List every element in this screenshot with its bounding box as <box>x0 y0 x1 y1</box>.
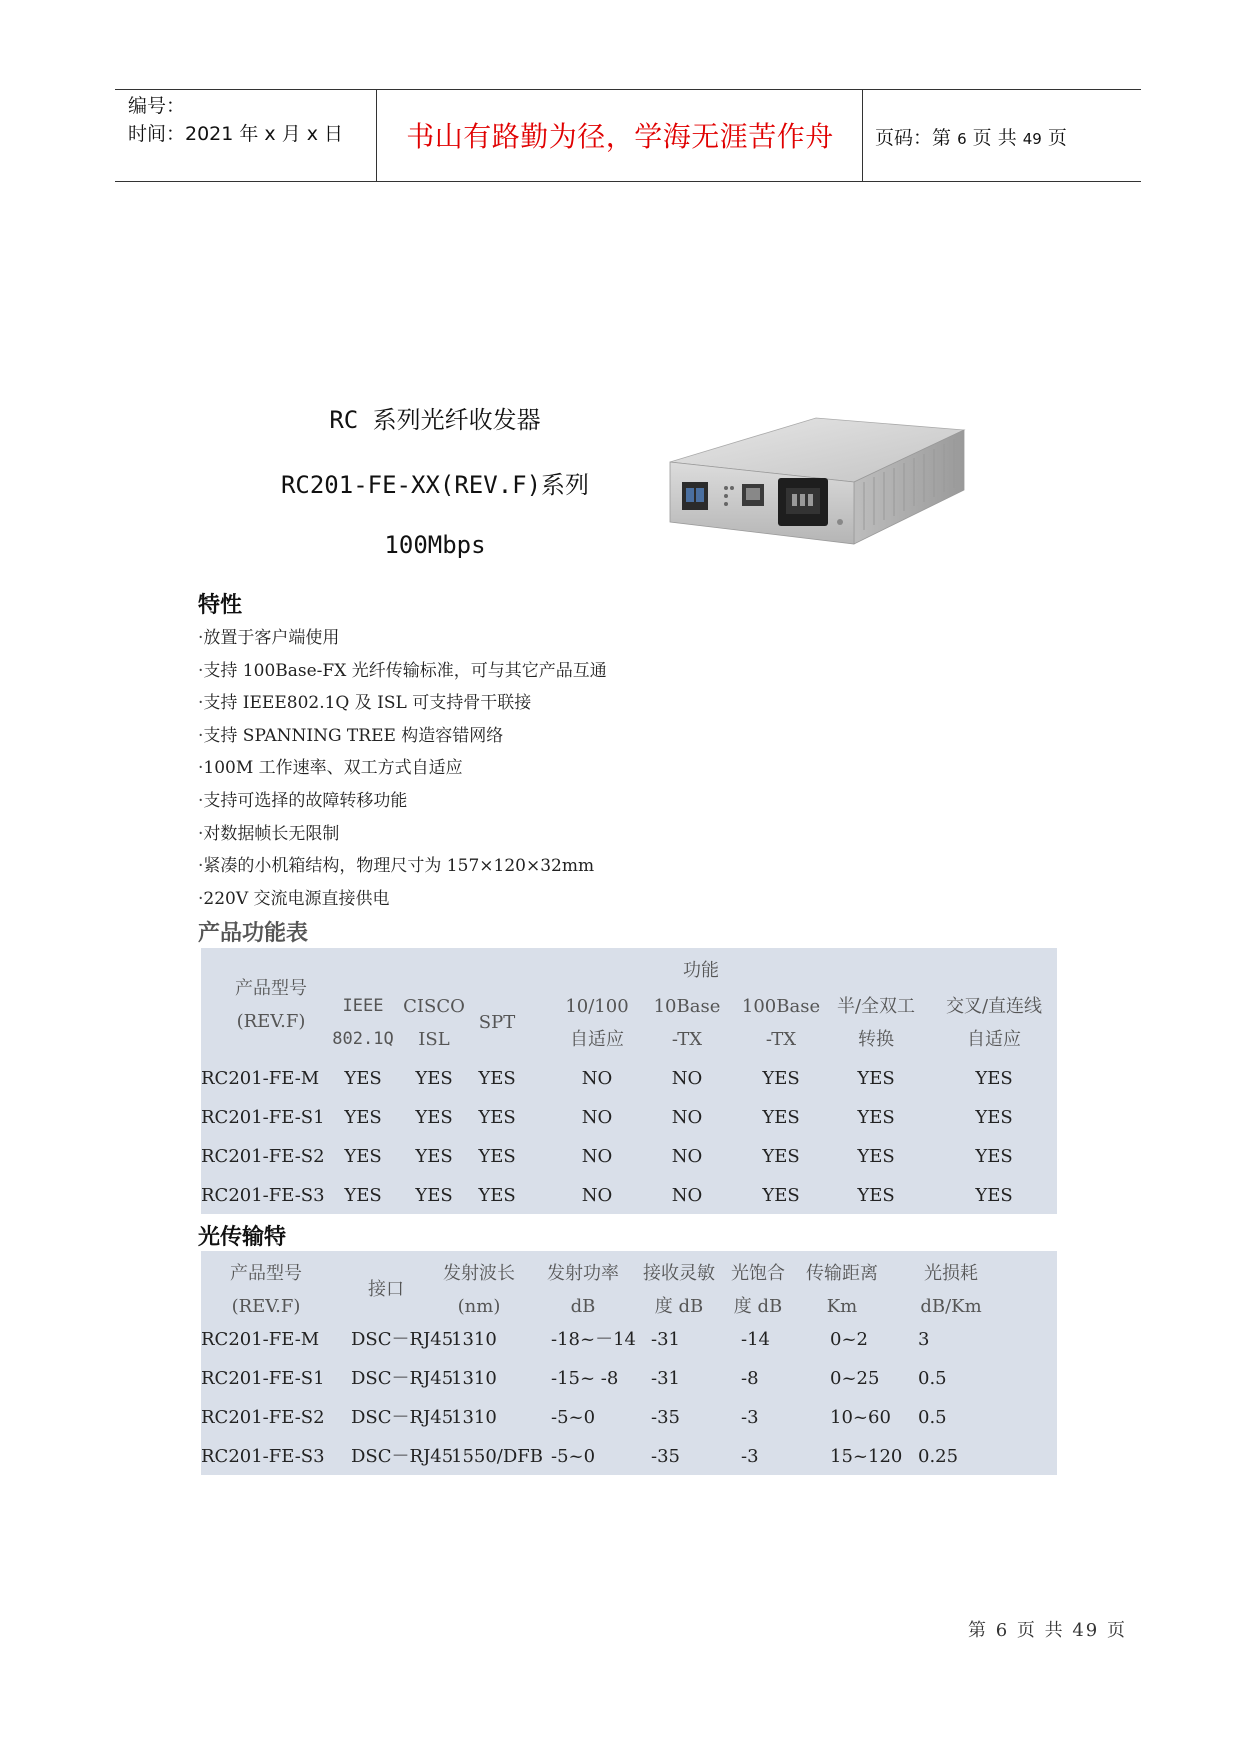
optical-row-value: -8 <box>741 1368 759 1389</box>
function-row-value: YES <box>762 1146 800 1167</box>
header-page-total: 49 <box>1022 130 1042 148</box>
model-header-line2: (REV.F) <box>236 1011 306 1032</box>
header-page-prefix: 页码：第 <box>875 127 952 149</box>
function-row-value: NO <box>581 1146 613 1167</box>
function-row-model: RC201-FE-S3 <box>201 1185 325 1206</box>
function-row-value: YES <box>975 1185 1013 1206</box>
function-row-value: YES <box>344 1146 382 1167</box>
header-motto: 书山有路勤为径，学海无涯苦作舟 <box>406 120 834 153</box>
optical-row-value: -18~－14 <box>551 1329 636 1350</box>
function-group-header: 功能 <box>683 960 719 981</box>
opt-col-distance-2: Km <box>826 1296 858 1317</box>
function-row-value: YES <box>857 1146 895 1167</box>
feature-item: ·支持 100Base-FX 光纤传输标准，可与其它产品互通 <box>198 660 607 681</box>
header-page-number: 6 <box>957 130 967 148</box>
feature-item: ·放置于客户端使用 <box>198 628 340 648</box>
model-header-line1: 产品型号 <box>235 978 307 999</box>
feature-item: ·对数据帧长无限制 <box>198 823 340 844</box>
feature-item: ·紧凑的小机箱结构，物理尺寸为 157×120×32mm <box>198 856 595 877</box>
media-converter-image <box>668 410 968 545</box>
optical-row-value: 1310 <box>451 1407 497 1428</box>
opt-col-distance: 传输距离 <box>806 1263 878 1284</box>
doc-speed: 100Mbps <box>384 531 486 559</box>
function-row-value: YES <box>478 1068 516 1089</box>
optical-row-value: 10~60 <box>830 1407 891 1428</box>
opt-col-model-2: (REV.F) <box>231 1296 301 1317</box>
col-header-spt: SPT <box>478 1012 516 1033</box>
feature-item: ·支持 SPANNING TREE 构造容错网络 <box>198 725 504 746</box>
opt-col-wavelength-2: (nm) <box>457 1296 501 1317</box>
opt-col-saturation: 光饱合 <box>731 1263 785 1284</box>
optical-row-value: DSC－RJ45 <box>351 1446 454 1467</box>
optical-row-value: 0.25 <box>918 1446 959 1467</box>
function-row-model: RC201-FE-M <box>201 1068 320 1089</box>
function-row-value: NO <box>671 1146 703 1167</box>
opt-col-model: 产品型号 <box>230 1263 302 1284</box>
function-table-heading: 产品功能表 <box>198 921 309 946</box>
optical-row-model: RC201-FE-S2 <box>201 1407 325 1428</box>
function-row-value: YES <box>762 1107 800 1128</box>
header-page-info <box>875 123 1067 150</box>
opt-col-sensitivity: 接收灵敏 <box>643 1263 715 1284</box>
function-row-value: YES <box>344 1185 382 1206</box>
optical-row-value: 3 <box>918 1329 930 1350</box>
col-header-100base: 100Base <box>741 996 821 1017</box>
col-header-cisco-2: ISL <box>418 1029 450 1050</box>
function-row-value: YES <box>415 1068 453 1089</box>
optical-row-value: DSC－RJ45 <box>351 1329 454 1350</box>
function-row-value: NO <box>671 1107 703 1128</box>
function-row-value: YES <box>975 1146 1013 1167</box>
function-row-value: YES <box>478 1185 516 1206</box>
col-header-10-100-2: 自适应 <box>570 1029 624 1050</box>
opt-col-tx-power-2: dB <box>570 1296 596 1317</box>
header-page-mid: 页 共 <box>972 127 1017 149</box>
col-header-mdix-2: 自适应 <box>967 1029 1021 1050</box>
col-header-cisco: CISCO <box>403 996 465 1017</box>
function-row-value: YES <box>762 1185 800 1206</box>
function-row-value: YES <box>762 1068 800 1089</box>
col-header-ieee-2: 802.1Q <box>332 1029 394 1049</box>
function-row-value: YES <box>415 1146 453 1167</box>
header-number-label: 编号： <box>128 95 186 117</box>
feature-item: ·支持可选择的故障转移功能 <box>198 790 408 811</box>
function-row-value: NO <box>581 1068 613 1089</box>
optical-row-model: RC201-FE-S3 <box>201 1446 325 1467</box>
function-row-value: YES <box>415 1185 453 1206</box>
col-header-mdix: 交叉/直连线 <box>945 996 1043 1017</box>
header-divider-2 <box>862 89 863 181</box>
header-bottom-rule <box>115 181 1141 182</box>
optical-row-value: -35 <box>651 1446 680 1467</box>
optical-row-value: 1550/DFB <box>451 1446 544 1467</box>
header-top-rule <box>115 89 1141 90</box>
function-row-value: YES <box>857 1068 895 1089</box>
function-row-value: YES <box>857 1185 895 1206</box>
function-row-value: YES <box>975 1068 1013 1089</box>
header-divider-1 <box>376 89 377 181</box>
optical-row-value: -31 <box>651 1329 680 1350</box>
function-row-value: YES <box>857 1107 895 1128</box>
page-footer: 第 6 页 共 49 页 <box>968 1620 1127 1641</box>
col-header-duplex-2: 转换 <box>858 1029 894 1050</box>
function-row-value: YES <box>344 1068 382 1089</box>
col-header-10-100: 10/100 <box>565 996 629 1017</box>
optical-row-value: -35 <box>651 1407 680 1428</box>
opt-col-sensitivity-2: 度 dB <box>654 1296 704 1317</box>
optical-row-model: RC201-FE-M <box>201 1329 320 1350</box>
function-row-value: NO <box>581 1107 613 1128</box>
optical-row-value: -31 <box>651 1368 680 1389</box>
optical-row-value: -15~ -8 <box>551 1368 619 1389</box>
optical-row-value: 0.5 <box>918 1368 947 1389</box>
optical-row-model: RC201-FE-S1 <box>201 1368 325 1389</box>
function-table <box>201 948 1057 1214</box>
opt-col-wavelength: 发射波长 <box>443 1263 515 1284</box>
opt-col-interface: 接口 <box>368 1279 404 1300</box>
function-row-value: YES <box>975 1107 1013 1128</box>
function-row-value: YES <box>478 1146 516 1167</box>
optical-row-value: 1310 <box>451 1368 497 1389</box>
col-header-100base-2: -TX <box>765 1029 797 1050</box>
col-header-ieee: IEEE <box>342 996 384 1016</box>
col-header-10base: 10Base <box>653 996 721 1017</box>
optical-row-value: DSC－RJ45 <box>351 1407 454 1428</box>
optical-table <box>201 1251 1057 1475</box>
optical-row-value: -3 <box>741 1446 759 1467</box>
header-time: 时间：2021 年 x 月 x 日 <box>128 123 344 145</box>
optical-row-value: 0~2 <box>830 1329 868 1350</box>
function-row-value: NO <box>671 1068 703 1089</box>
features-heading: 特性 <box>198 593 243 618</box>
header-info <box>128 92 343 148</box>
function-row-value: YES <box>478 1107 516 1128</box>
function-row-value: YES <box>344 1107 382 1128</box>
feature-item: ·支持 IEEE802.1Q 及 ISL 可支持骨干联接 <box>198 693 532 714</box>
optical-row-value: 0.5 <box>918 1407 947 1428</box>
optical-row-value: 0~25 <box>830 1368 880 1389</box>
feature-item: ·220V 交流电源直接供电 <box>198 888 390 909</box>
col-header-10base-2: -TX <box>671 1029 703 1050</box>
optical-row-value: -14 <box>741 1329 770 1350</box>
opt-col-loss: 光损耗 <box>924 1263 978 1284</box>
optical-row-value: -5~0 <box>551 1446 596 1467</box>
optical-row-value: 1310 <box>451 1329 497 1350</box>
optical-table-heading: 光传输特 <box>198 1225 287 1250</box>
opt-col-loss-2: dB/Km <box>920 1296 982 1317</box>
function-row-value: NO <box>581 1185 613 1206</box>
opt-col-saturation-2: 度 dB <box>733 1296 783 1317</box>
function-row-value: YES <box>415 1107 453 1128</box>
doc-subtitle: RC201-FE-XX(REV.F)系列 <box>280 471 590 499</box>
header-page-suffix: 页 <box>1047 127 1067 149</box>
opt-col-tx-power: 发射功率 <box>547 1263 619 1284</box>
function-row-model: RC201-FE-S1 <box>201 1107 325 1128</box>
optical-row-value: -3 <box>741 1407 759 1428</box>
function-row-model: RC201-FE-S2 <box>201 1146 325 1167</box>
optical-row-value: DSC－RJ45 <box>351 1368 454 1389</box>
col-header-duplex: 半/全双工 <box>836 996 916 1017</box>
features-list <box>198 622 607 915</box>
optical-row-value: -5~0 <box>551 1407 596 1428</box>
doc-title: RC 系列光纤收发器 <box>329 406 541 434</box>
function-row-value: NO <box>671 1185 703 1206</box>
optical-row-value: 15~120 <box>830 1446 903 1467</box>
feature-item: ·100M 工作速率、双工方式自适应 <box>198 758 463 779</box>
